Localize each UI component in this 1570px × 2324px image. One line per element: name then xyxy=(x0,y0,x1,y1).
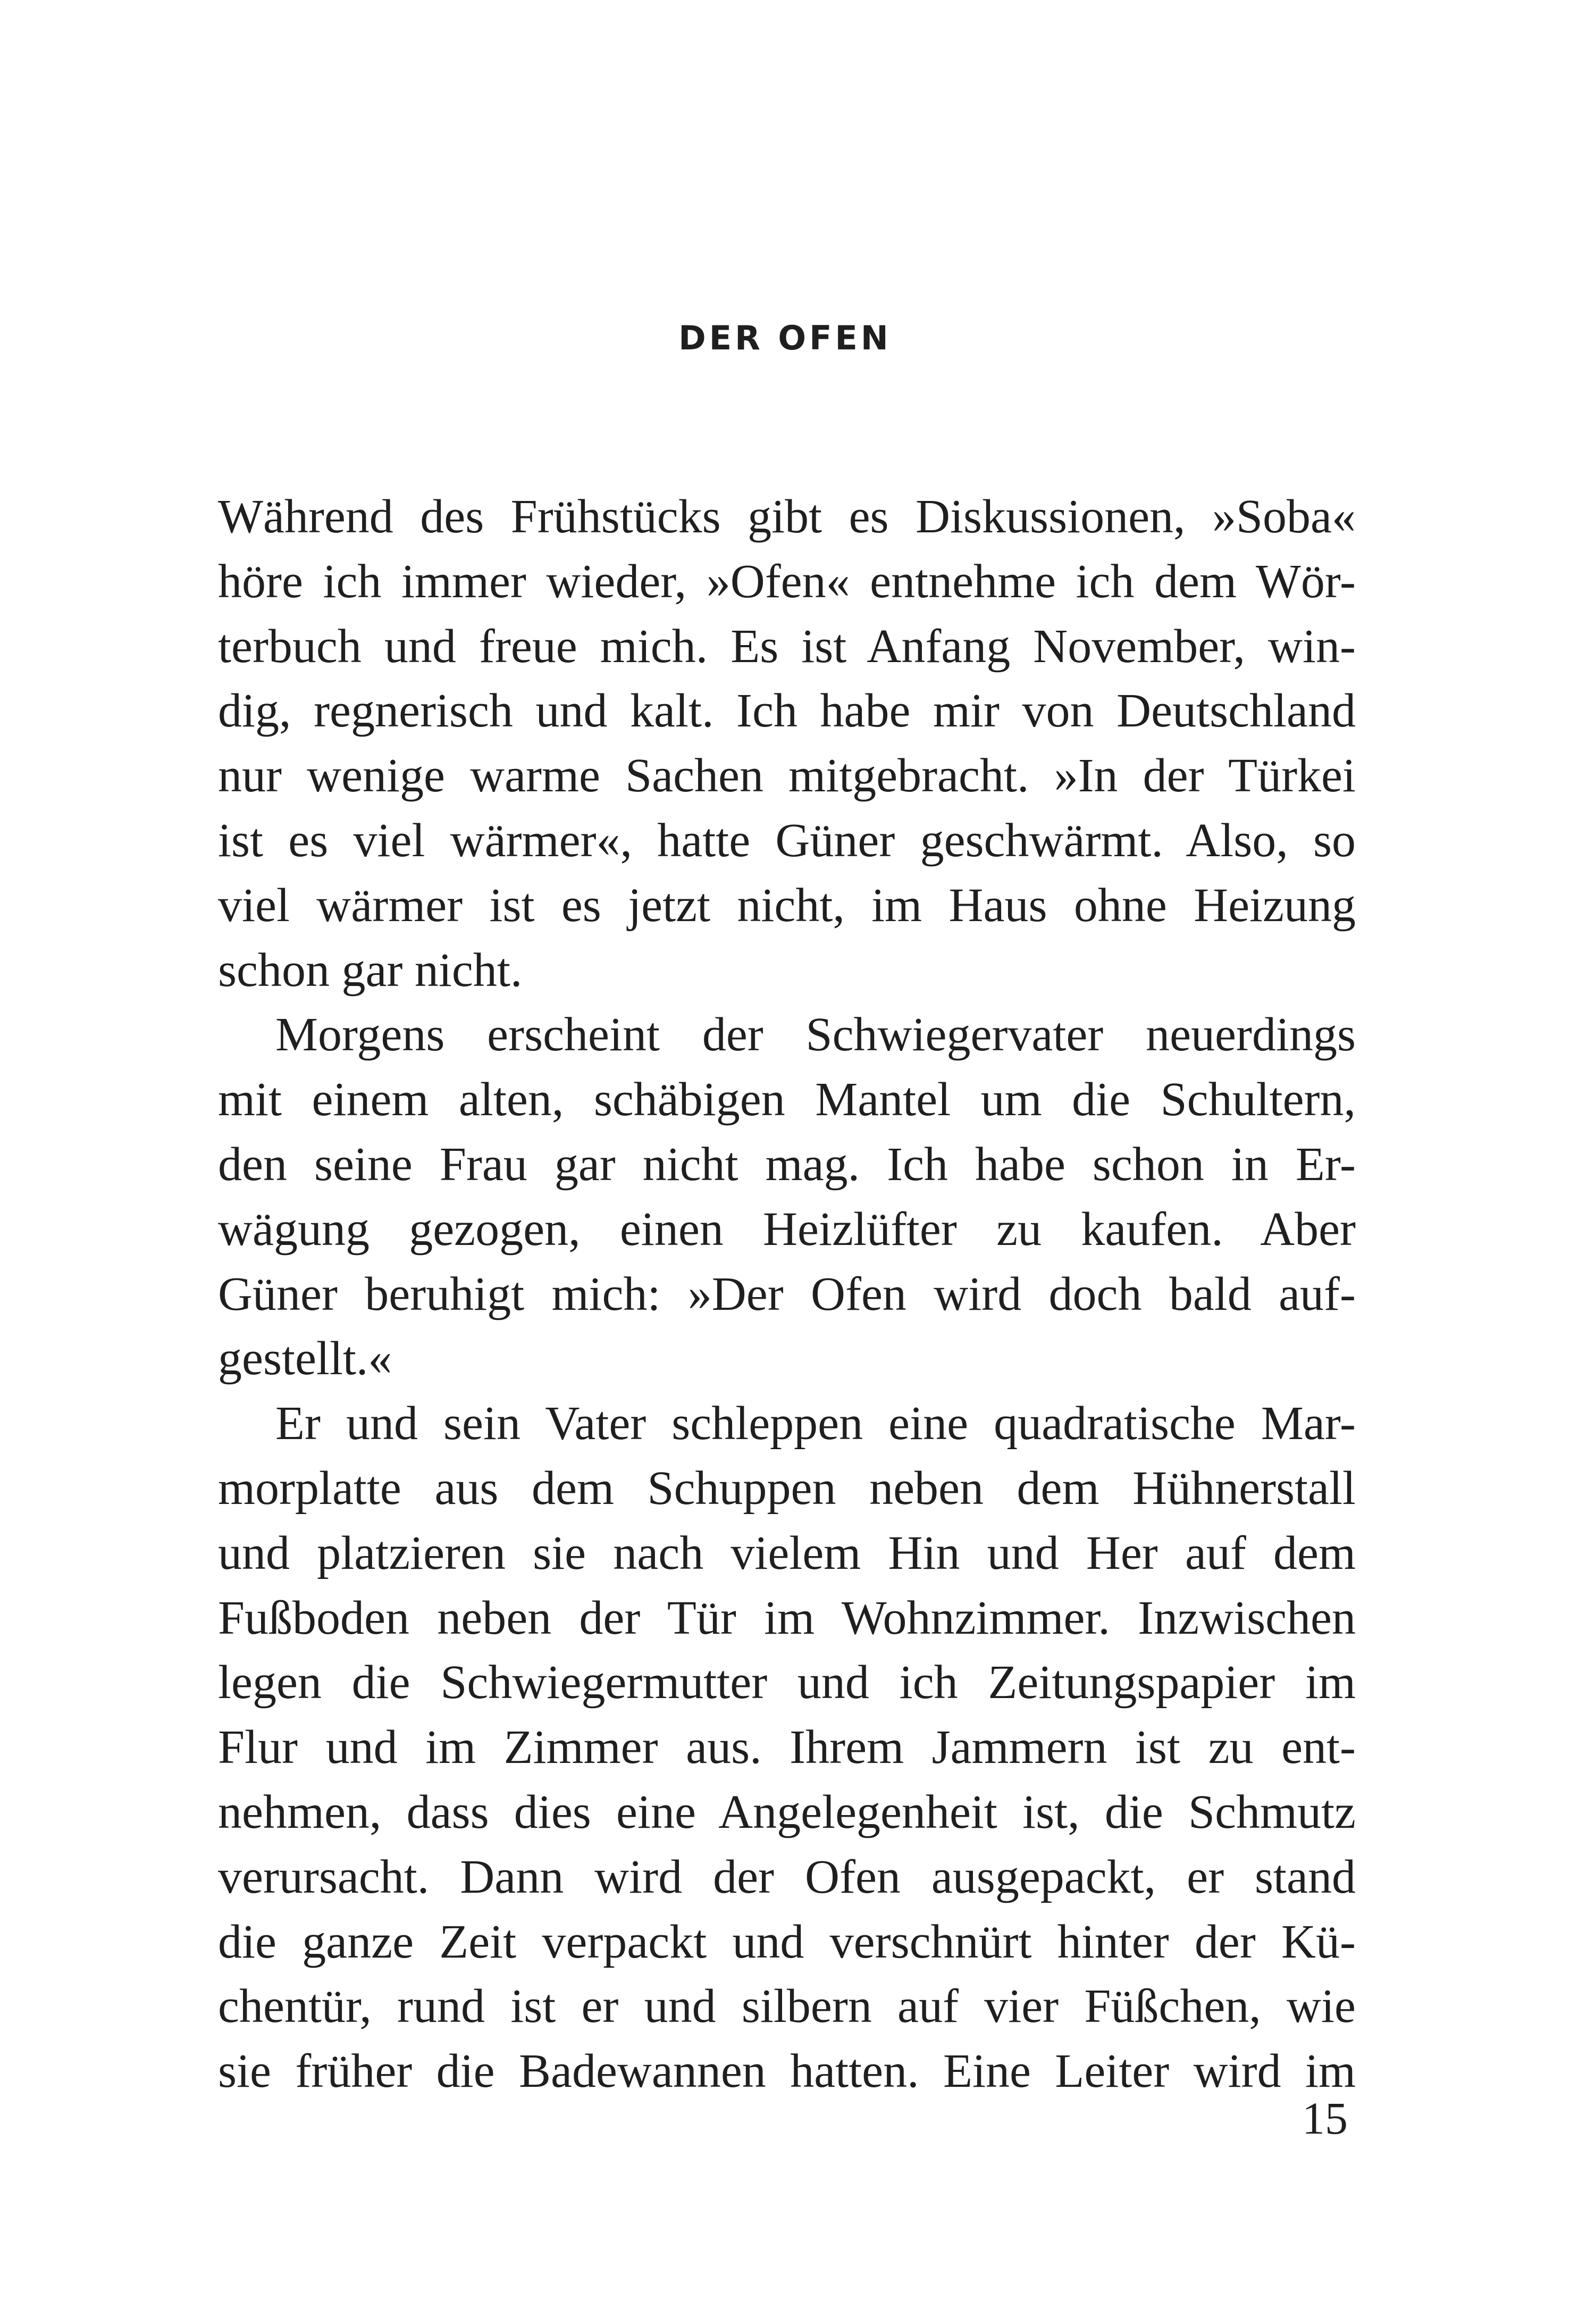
chapter-title: DER OFEN xyxy=(678,319,892,357)
body-text xyxy=(218,484,1356,2104)
text-line: nehmen, dass dies eine Angelegenheit ist, die Schmutz xyxy=(218,1785,1356,1838)
text-line: gestellt.« xyxy=(218,1332,392,1385)
text-line: chentür, rund ist er und silbern auf vier Füßchen, wie xyxy=(218,1980,1356,2033)
text-line: und platzieren sie nach vielem Hin und Her auf dem xyxy=(218,1526,1356,1579)
text-line: Flur und im Zimmer aus. Ihrem Jammern ist zu ent- xyxy=(218,1721,1356,1774)
paragraph-first-line: Er und sein Vater schleppen eine quadratische Mar- xyxy=(275,1397,1356,1450)
text-line: wägung gezogen, einen Heizlüfter zu kaufen. Aber xyxy=(218,1202,1356,1256)
text-line: morplatte aus dem Schuppen neben dem Hühnerstall xyxy=(218,1461,1356,1515)
paragraph-first-line: Morgens erscheint der Schwiegervater neuerdings xyxy=(275,1008,1356,1061)
text-line: nur wenige warme Sachen mitgebracht. »In der Türkei xyxy=(218,749,1356,802)
text-line: schon gar nicht. xyxy=(218,943,523,997)
text-line: legen die Schwiegermutter und ich Zeitungspapier im xyxy=(218,1656,1356,1709)
text-line: dig, regnerisch und kalt. Ich habe mir von Deutschland xyxy=(218,684,1356,738)
text-line: terbuch und freue mich. Es ist Anfang November, win- xyxy=(218,620,1356,673)
text-line: Fußboden neben der Tür im Wohnzimmer. Inzwischen xyxy=(218,1591,1356,1644)
text-line: Während des Frühstücks gibt es Diskussionen, »Soba« xyxy=(218,490,1356,543)
text-line: die ganze Zeit verpackt und verschnürt hinter der Kü- xyxy=(218,1915,1356,1968)
text-line: viel wärmer ist es jetzt nicht, im Haus ohne Heizung xyxy=(218,879,1356,932)
text-line: den seine Frau gar nicht mag. Ich habe schon in Er- xyxy=(218,1138,1356,1191)
page-number: 15 xyxy=(1302,2093,1348,2144)
text-line: höre ich immer wieder, »Ofen« entnehme ich dem Wör- xyxy=(218,555,1356,608)
text-line: ist es viel wärmer«, hatte Güner geschwärmt. Also, so xyxy=(218,814,1356,867)
text-line: verursacht. Dann wird der Ofen ausgepackt, er stand xyxy=(218,1850,1356,1903)
text-line: Güner beruhigt mich: »Der Ofen wird doch bald auf- xyxy=(218,1267,1356,1320)
text-line: mit einem alten, schäbigen Mantel um die Schultern, xyxy=(218,1073,1356,1126)
text-line: sie früher die Badewannen hatten. Eine Leiter wird im xyxy=(218,2045,1356,2098)
